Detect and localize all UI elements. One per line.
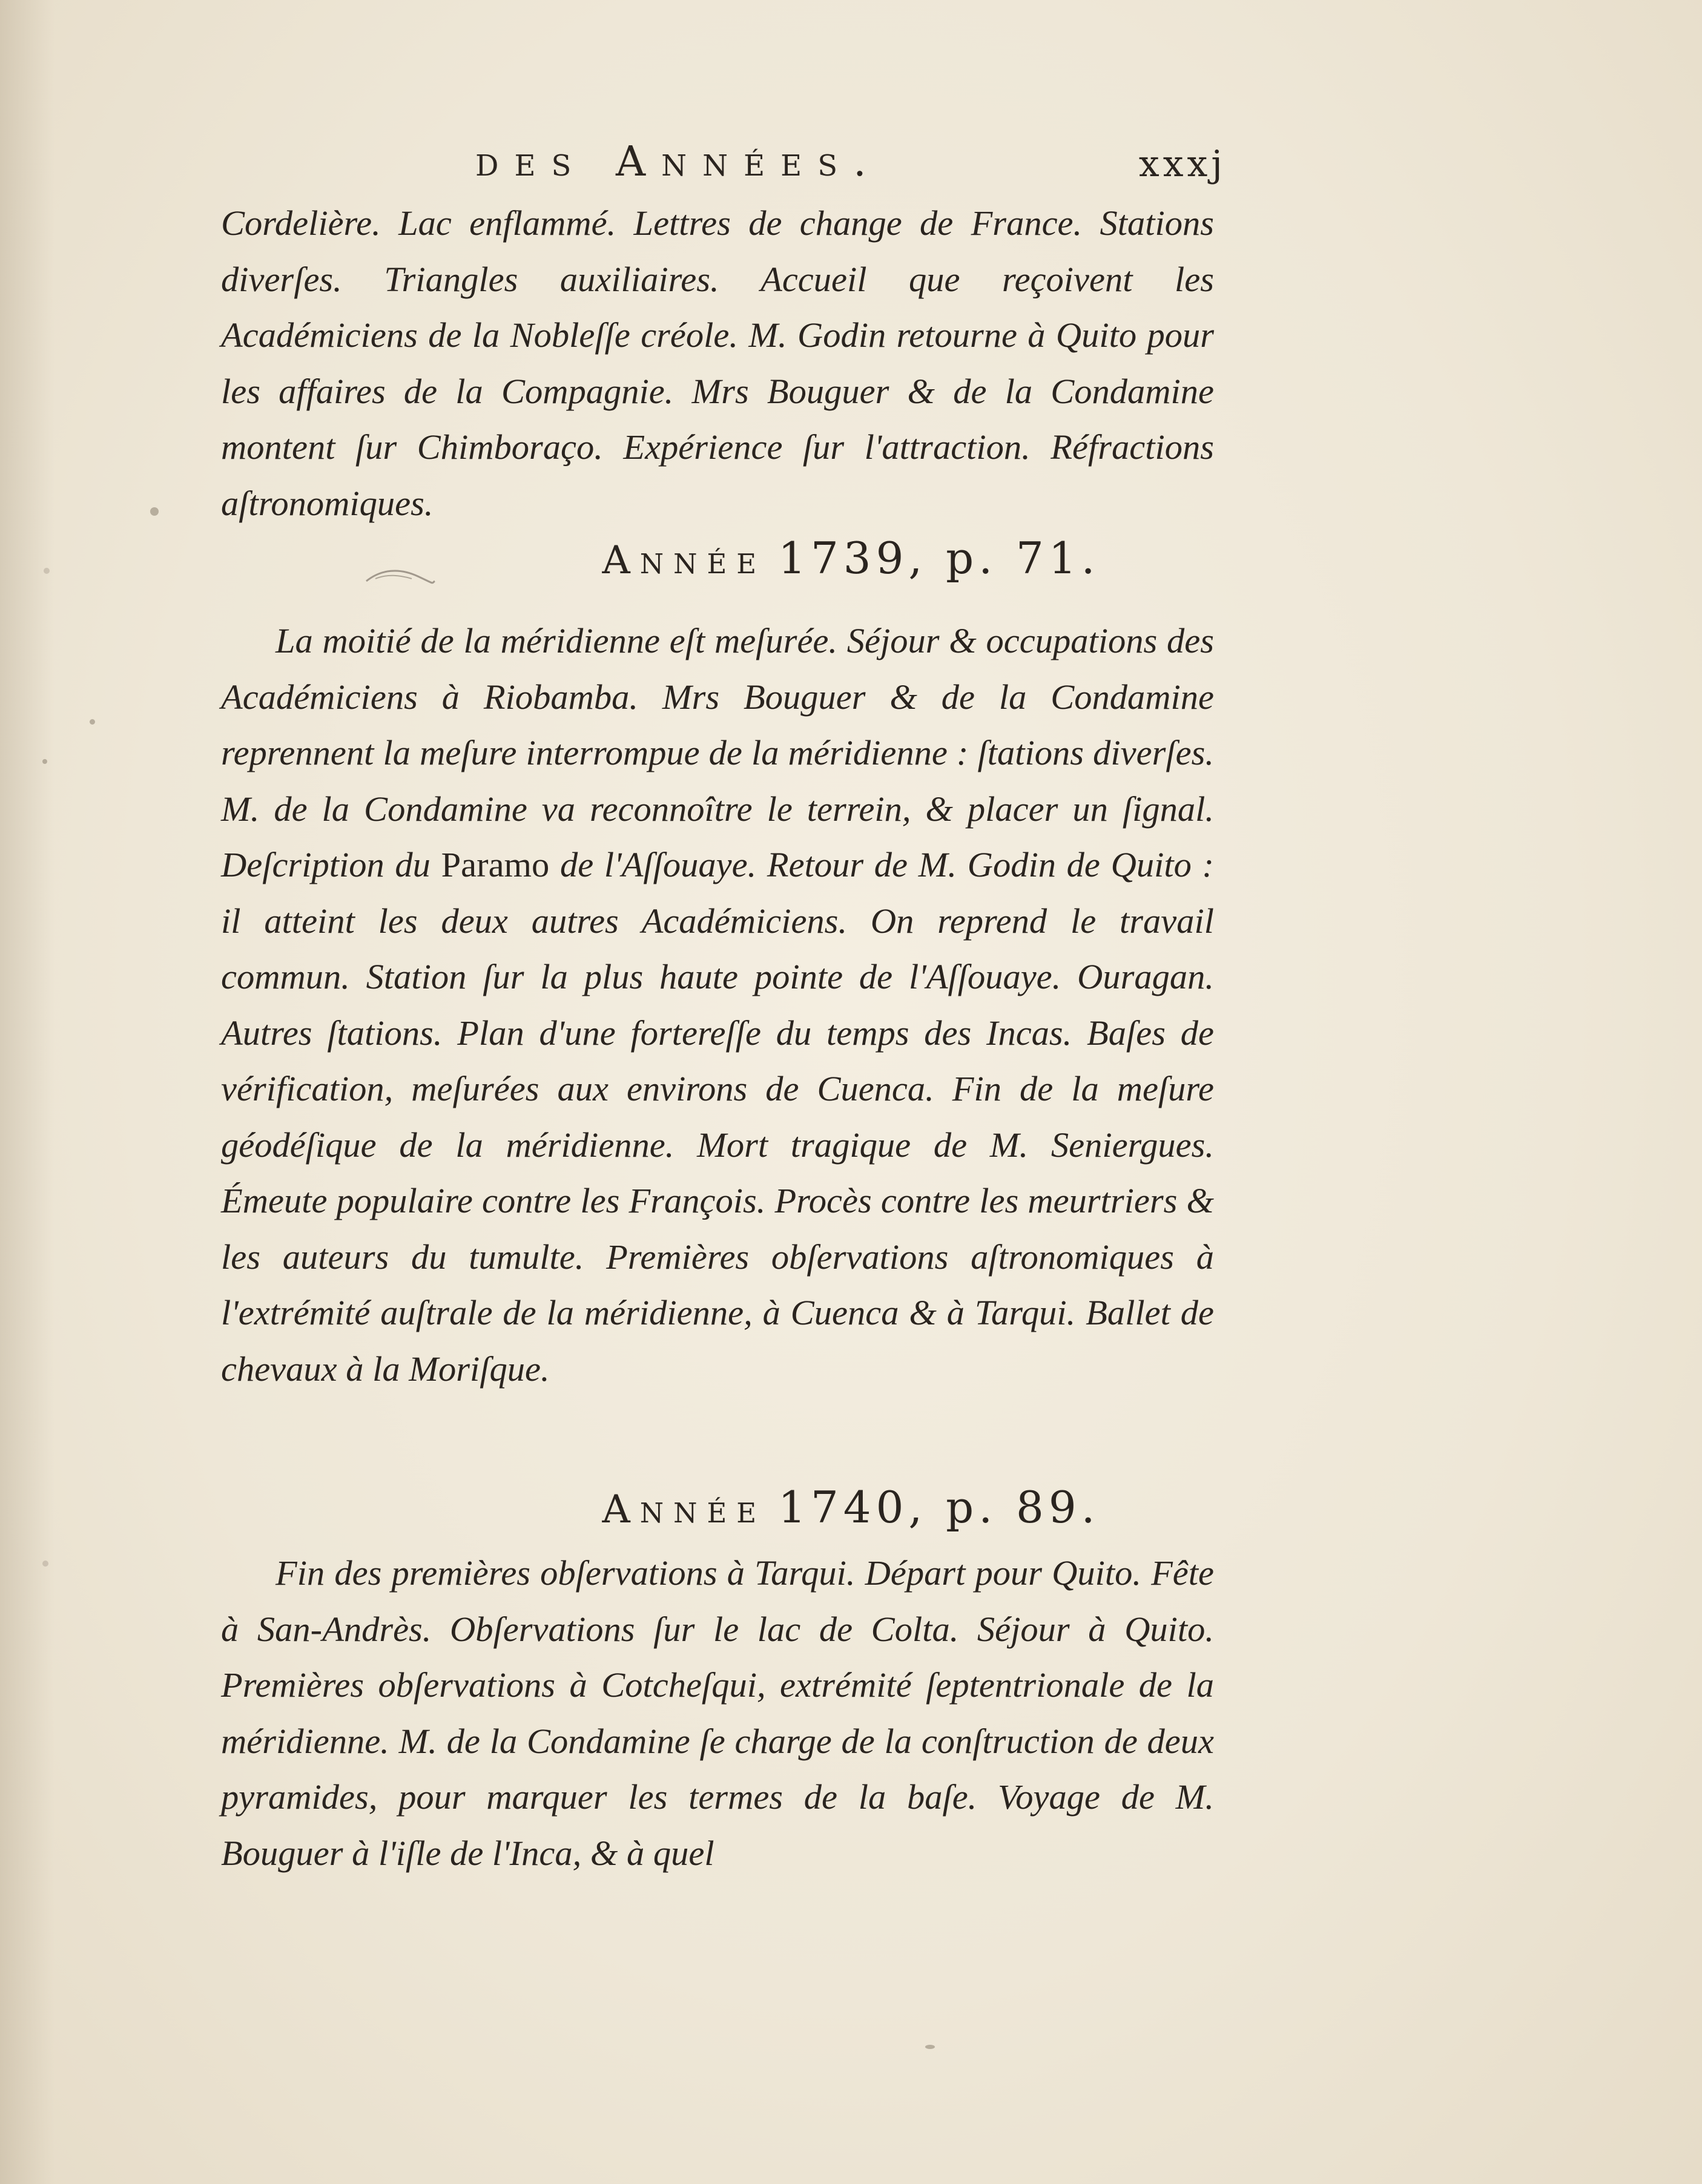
paragraph-continued: Cordelière. Lac enflammé. Lettres de change de France. Stations diverſes. Triangles auxiliaires. Accueil que reçoivent les Académiciens de la Nobleſſe créole. M. Godin retourne à Quito pour les affaires de la Compagnie. Mrs Bouguer & de la Condamine montent ſur Chimboraço. Expérience ſur l'attraction. Réfractions aſtronomiques.	[221, 203, 1214, 523]
section-heading-1740	[0, 1482, 1702, 1533]
running-head	[221, 138, 1226, 192]
paper-speck	[925, 2045, 935, 2049]
paper-speck	[42, 759, 47, 764]
paragraph-1739-part-1: La moitié de la méridienne eſt meſurée. Séjour & occupations des Académiciens à Riobamba. Mrs Bouguer & de la Condamine reprennent la meſure interrompue de la méridienne : ſtations diverſes. M. de la Condamine va reconnoître le terrein, & placer un ſignal. Deſcription du	[221, 621, 1214, 884]
heading-word: Année	[602, 538, 767, 583]
paper-speck	[90, 719, 95, 725]
paragraph-1740: Fin des premières obſervations à Tarqui. Départ pour Quito. Fête à San-Andrès. Obſervations ſur le lac de Colta. Séjour à Quito. Premières obſervations à Cotcheſqui, extrémité ſeptentrionale de la méridienne. M. de la Condamine ſe charge de la conſtruction de deux pyramides, pour marquer les termes de la baſe. Voyage de M. Bouguer à l'iſle de l'Inca, & à quel	[221, 1553, 1214, 1873]
ink-flourish	[363, 563, 436, 587]
heading-year-page: 1739, p. 71.	[778, 533, 1100, 584]
paper-speck	[42, 1561, 48, 1567]
paper-speck	[150, 507, 159, 516]
paragraph-1739-upright-word: Paramo	[441, 845, 550, 884]
heading-year-page: 1740, p. 89.	[778, 1482, 1100, 1533]
heading-word: Année	[602, 1487, 767, 1532]
section-heading-1739	[0, 533, 1702, 584]
running-title: des Années.	[475, 138, 882, 186]
paragraph-1739-part-2: de l'Aſſouaye. Retour de M. Godin de Quito : il atteint les deux autres Académiciens. On reprend le travail commun. Station ſur la plus haute pointe de l'Aſſouaye. Ouragan. Autres ſtations. Plan d'une fortereſſe du temps des Incas. Baſes de vérification, meſurées aux environs de Cuenca. Fin de la meſure géodéſique de la méridienne. Mort tragique de M. Seniergues. Émeute populaire contre les François. Procès contre les meurtriers & les auteurs du tumulte. Premières obſervations aſtronomiques à l'extrémité auſtrale de la méridienne, à Cuenca & à Tarqui. Ballet de chevaux à la Moriſque.	[221, 845, 1214, 1389]
page-number: xxxj	[1138, 143, 1226, 185]
paragraph-1739	[221, 613, 1214, 1461]
gutter-shadow	[0, 0, 54, 2184]
